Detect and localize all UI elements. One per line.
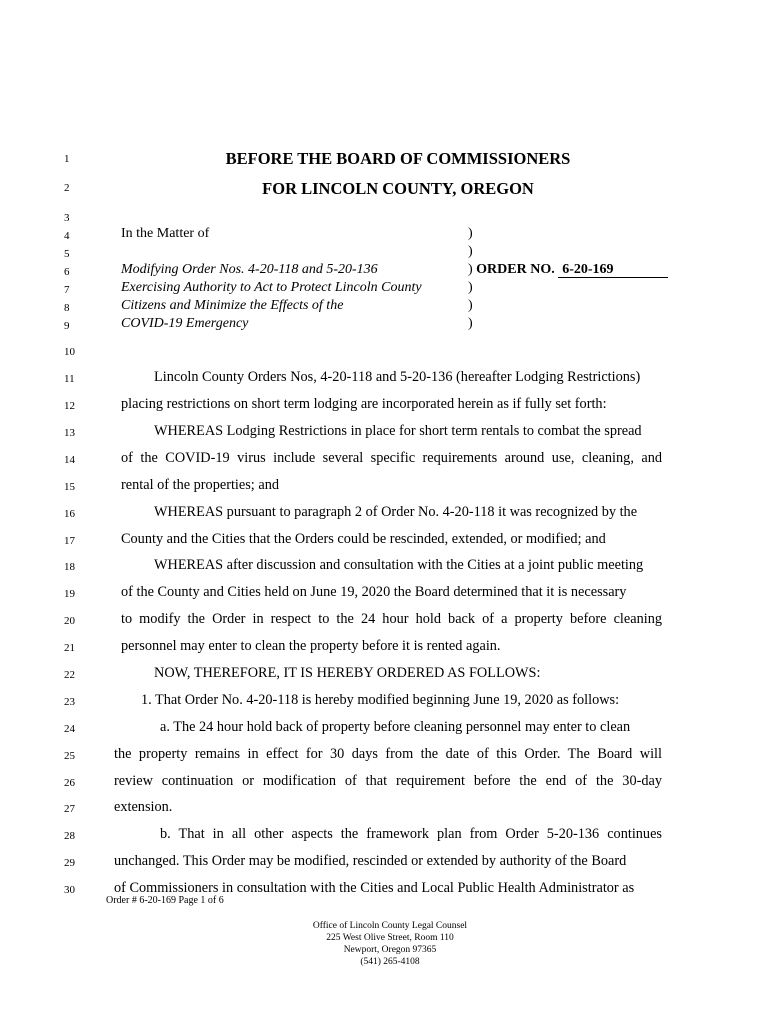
body-line: rental of the properties; and [121,477,279,493]
line-number: 5 [64,248,70,260]
line-number: 14 [64,454,75,466]
line-number: 21 [64,642,75,654]
body-line: WHEREAS Lodging Restrictions in place for short term rentals to combat the spread [154,423,642,439]
body-line: the property remains in effect for 30 days from the date of this Order. The Board will [114,746,662,762]
body-line: of Commissioners in consultation with the Cities and Local Public Health Administrator as [114,880,635,896]
line-number: 28 [64,830,75,842]
caption-matter: In the Matter of [121,226,210,241]
order-number-line [468,262,668,278]
line-number: 15 [64,481,75,493]
page-reference: Order # 6-20-169 Page 1 of 6 [106,895,224,906]
line-number: 19 [64,588,75,600]
document-title: BEFORE THE BOARD OF COMMISSIONERS [225,149,571,168]
line-number: 7 [64,284,70,296]
document-subtitle: FOR LINCOLN COUNTY, OREGON [262,179,534,198]
body-line: a. The 24 hour hold back of property before cleaning personnel may enter to clean [160,719,631,735]
body-line: b. That in all other aspects the framework plan from Order 5-20-136 continues [160,826,662,842]
order-label: ORDER NO. [476,262,555,277]
line-number: 11 [64,373,75,385]
caption-paren: ) [468,280,473,295]
office-phone: (541) 265-4108 [360,957,420,967]
line-number: 3 [64,212,70,224]
caption-paren: ) [468,298,473,313]
body-line: of the COVID-19 virus include several specific requirements around use, cleaning, and [121,450,662,466]
office-city: Newport, Oregon 97365 [343,945,437,955]
line-number: 24 [64,723,75,735]
office-street: 225 West Olive Street, Room 110 [326,933,454,943]
caption-subject-line: Exercising Authority to Act to Protect Lincoln County [121,280,422,295]
line-number: 29 [64,857,75,869]
line-number: 23 [64,696,75,708]
body-line: placing restrictions on short term lodging are incorporated herein as if fully set forth: [121,396,607,412]
caption-paren: ) [468,262,473,277]
order-number: 6-20-169 [558,262,668,278]
body-line: personnel may enter to clean the property before it is rented again. [121,638,501,654]
body-line: County and the Cities that the Orders could be rescinded, extended, or modified; and [121,531,606,547]
line-number: 18 [64,561,75,573]
office-address [0,920,770,968]
body-line: WHEREAS pursuant to paragraph 2 of Order No. 4-20-118 it was recognized by the [154,504,638,520]
body-line: of the County and Cities held on June 19, 2020 the Board determined that it is necessary [121,584,627,600]
line-number: 27 [64,803,75,815]
body-line: WHEREAS after discussion and consultation with the Cities at a joint public meeting [154,557,644,573]
body-line: 1. That Order No. 4-20-118 is hereby modified beginning June 19, 2020 as follows: [141,692,620,708]
office-name: Office of Lincoln County Legal Counsel [312,921,468,931]
line-number: 10 [64,346,75,358]
caption-paren: ) [468,316,473,331]
line-number: 6 [64,266,70,278]
body-line: NOW, THEREFORE, IT IS HEREBY ORDERED AS FOLLOWS: [154,665,541,681]
line-number: 12 [64,400,75,412]
line-number: 20 [64,615,75,627]
line-number: 30 [64,884,75,896]
caption-subject-line: Modifying Order Nos. 4-20-118 and 5-20-136 [121,262,378,277]
line-number: 22 [64,669,75,681]
line-number: 1 [64,153,70,165]
caption-paren: ) [468,244,473,259]
line-number: 25 [64,750,75,762]
body-line: Lincoln County Orders Nos, 4-20-118 and 5-20-136 (hereafter Lodging Restrictions) [154,369,641,385]
body-line: unchanged. This Order may be modified, rescinded or extended by authority of the Board [114,853,627,869]
caption-paren: ) [468,226,473,241]
line-number: 2 [64,182,70,194]
caption-subject-line: Citizens and Minimize the Effects of the [121,298,344,313]
line-number: 9 [64,320,70,332]
line-number: 8 [64,302,70,314]
line-number: 26 [64,777,75,789]
body-line: to modify the Order in respect to the 24 hour hold back of a property before cleaning [121,611,662,627]
line-number: 13 [64,427,75,439]
line-number: 17 [64,535,75,547]
body-line: extension. [114,799,173,815]
line-number: 4 [64,230,70,242]
body-line: review continuation or modification of that requirement before the end of the 30-day [114,773,662,789]
line-number: 16 [64,508,75,520]
caption-subject-line: COVID-19 Emergency [121,316,249,331]
